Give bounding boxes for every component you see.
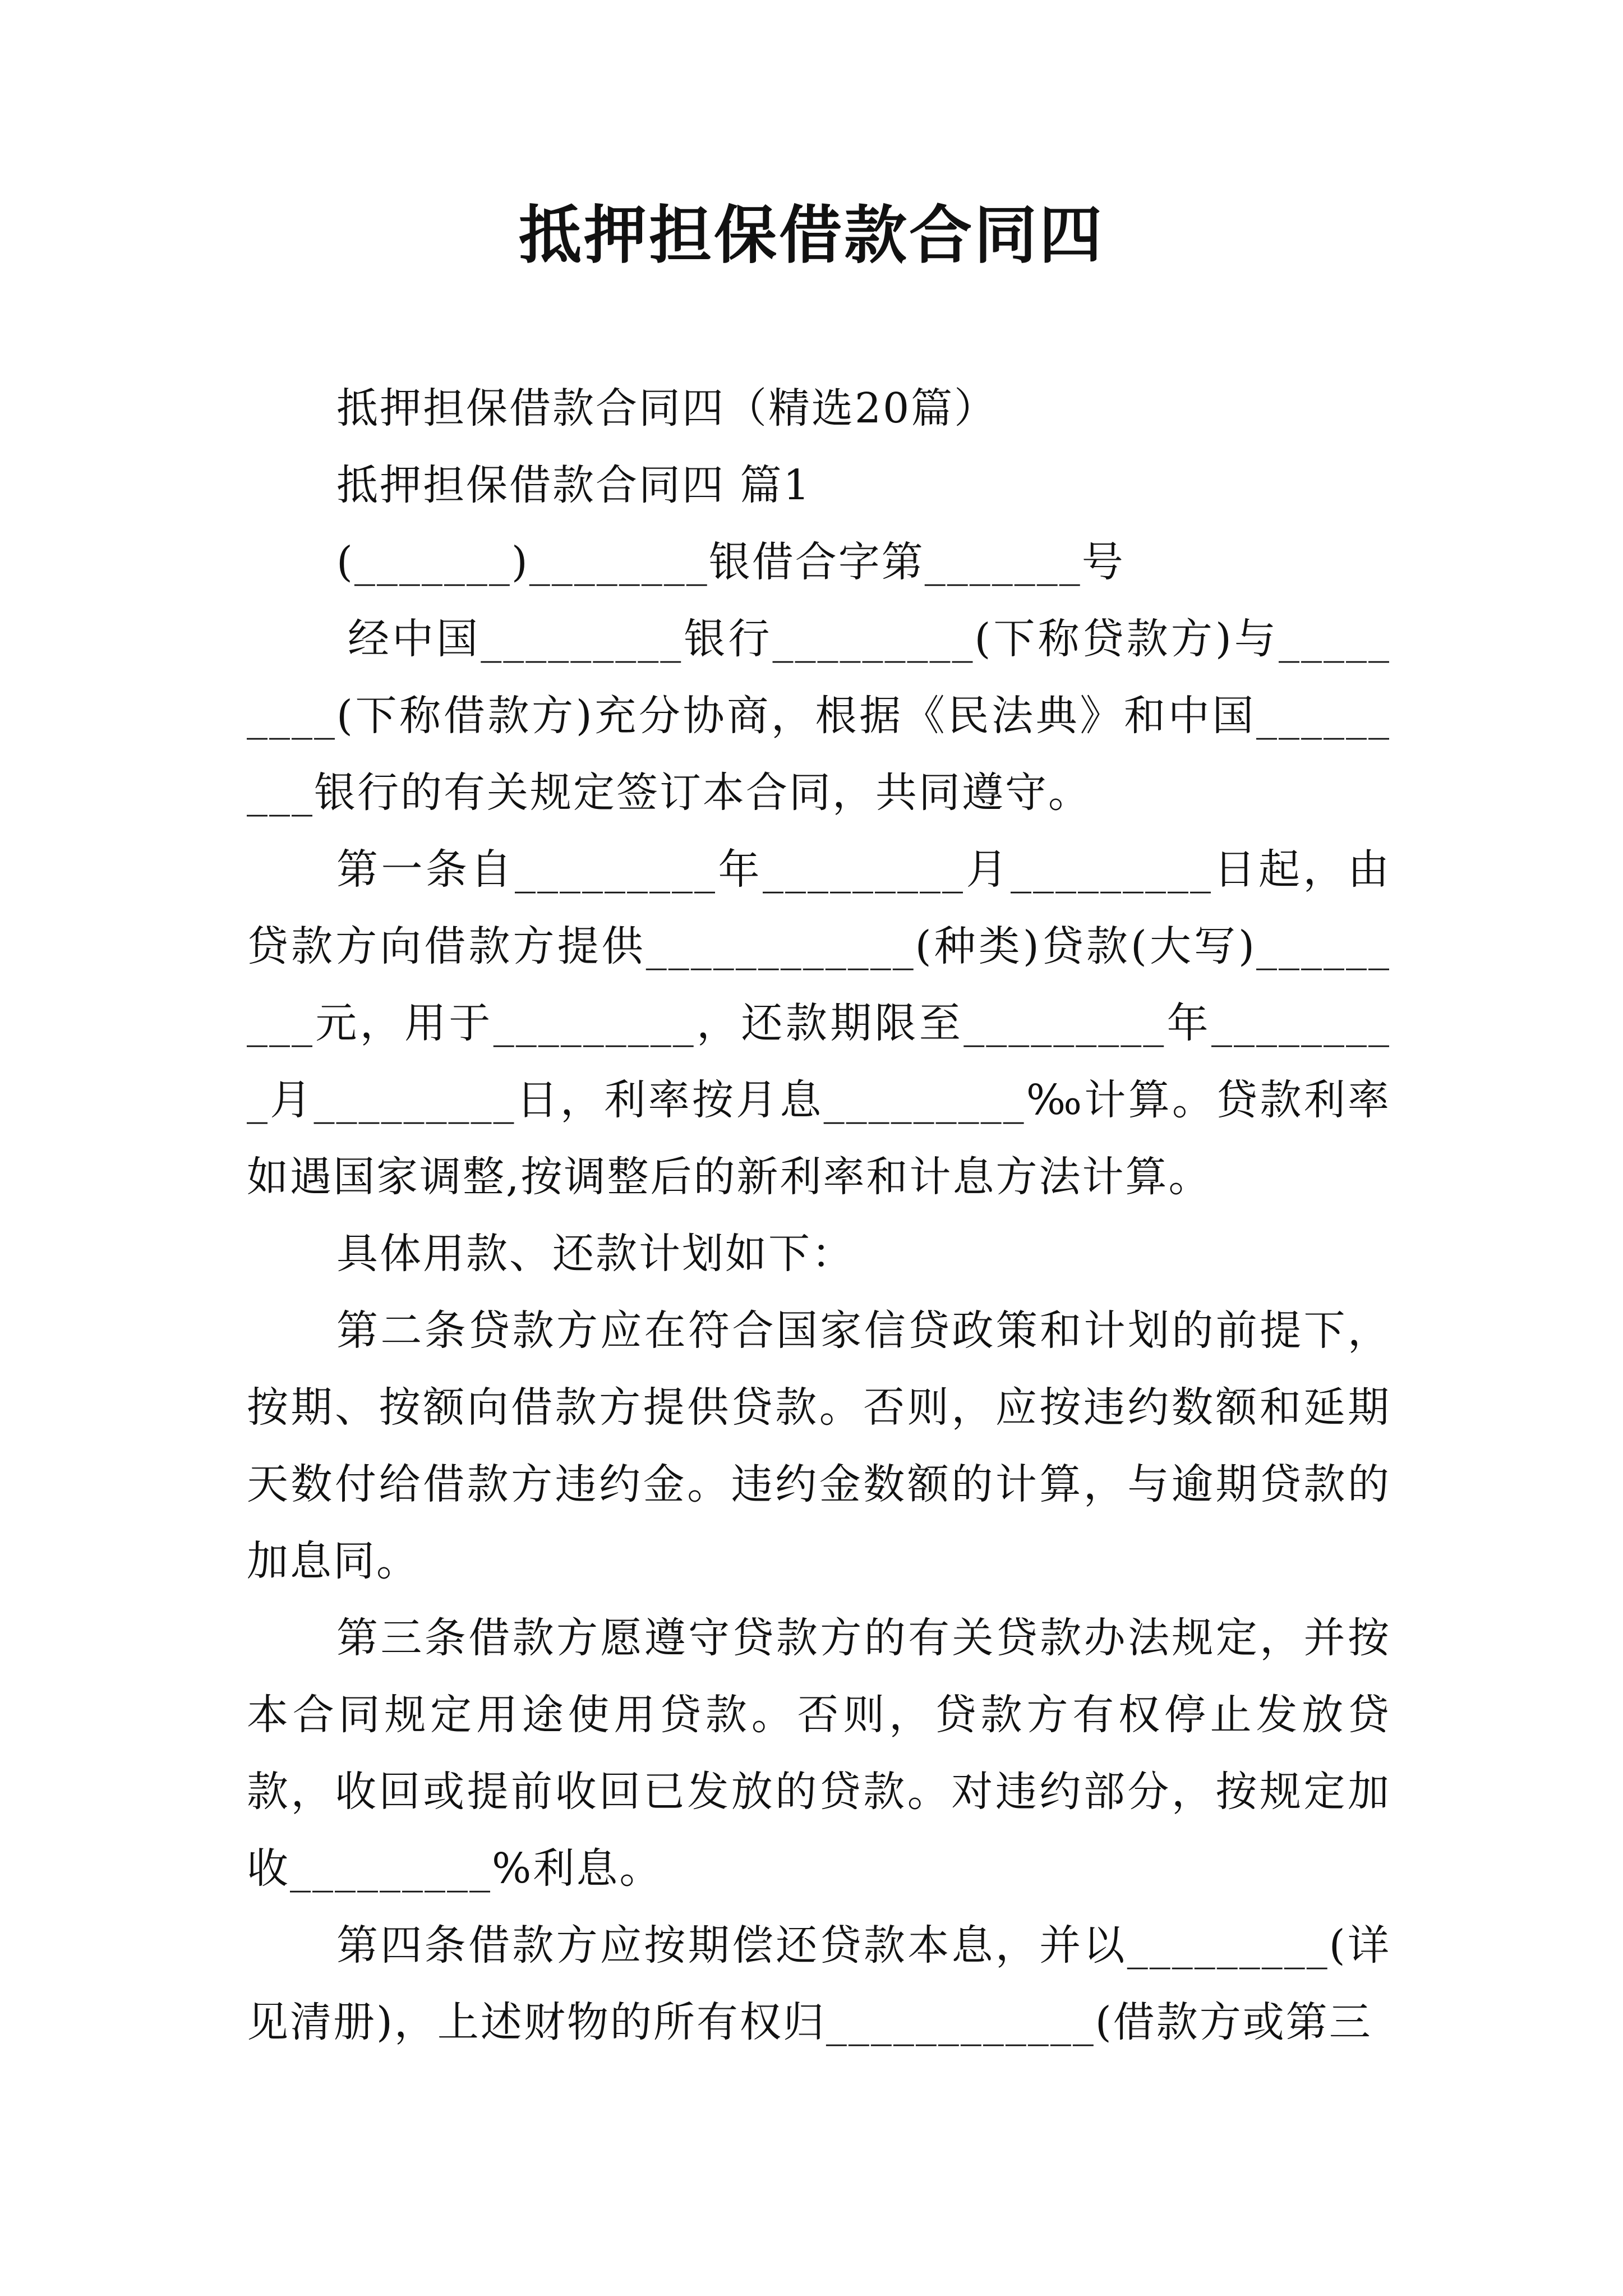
- paragraph-section-heading: 抵押担保借款合同四 篇1: [336, 461, 811, 509]
- document-title: 抵押担保借款合同四: [519, 199, 1104, 272]
- paragraph-article-3: 第三条借款方愿遵守贷款方的有关贷款办法规定，并按本合同规定用途使用贷款。否则，贷款方有权停止发放贷款，收回或提前收回已发放的贷款。对违约部分，按规定加收_________%利息。: [247, 1614, 1391, 1893]
- document-body: [247, 370, 1391, 2061]
- paragraph-plan: 具体用款、还款计划如下：: [336, 1230, 855, 1278]
- paragraph-article-4: 第四条借款方应按期偿还贷款本息，并以_________(详见清册)，上述财物的所有权归____________(借款方或第三: [247, 1921, 1391, 2046]
- paragraph-contract-number: (_______)________银借合字第_______号: [336, 538, 1125, 586]
- paragraph-subtitle: 抵押担保借款合同四（精选20篇）: [336, 384, 998, 432]
- paragraph-article-2: 第二条贷款方应在符合国家信贷政策和计划的前提下，按期、按额向借款方提供贷款。否则，应按违约数额和延期天数付给借款方违约金。违约金数额的计算，与逾期贷款的加息同。: [247, 1306, 1391, 1585]
- paragraph-article-1: 第一条自_________年_________月_________日起，由贷款方向借款方提供____________(种类)贷款(大写)_________元，用于_________，还款期限至_________年_________月_________日，利率按月息_________‰计算。贷款利率如遇国家调整,按调整后的新利率和计息方法计算。: [247, 845, 1391, 1201]
- paragraph-preamble: 经中国_________银行_________(下称贷款方)与_________(下称借款方)充分协商，根据《民法典》和中国_________银行的有关规定签订本合同，共同遵守。: [247, 615, 1391, 817]
